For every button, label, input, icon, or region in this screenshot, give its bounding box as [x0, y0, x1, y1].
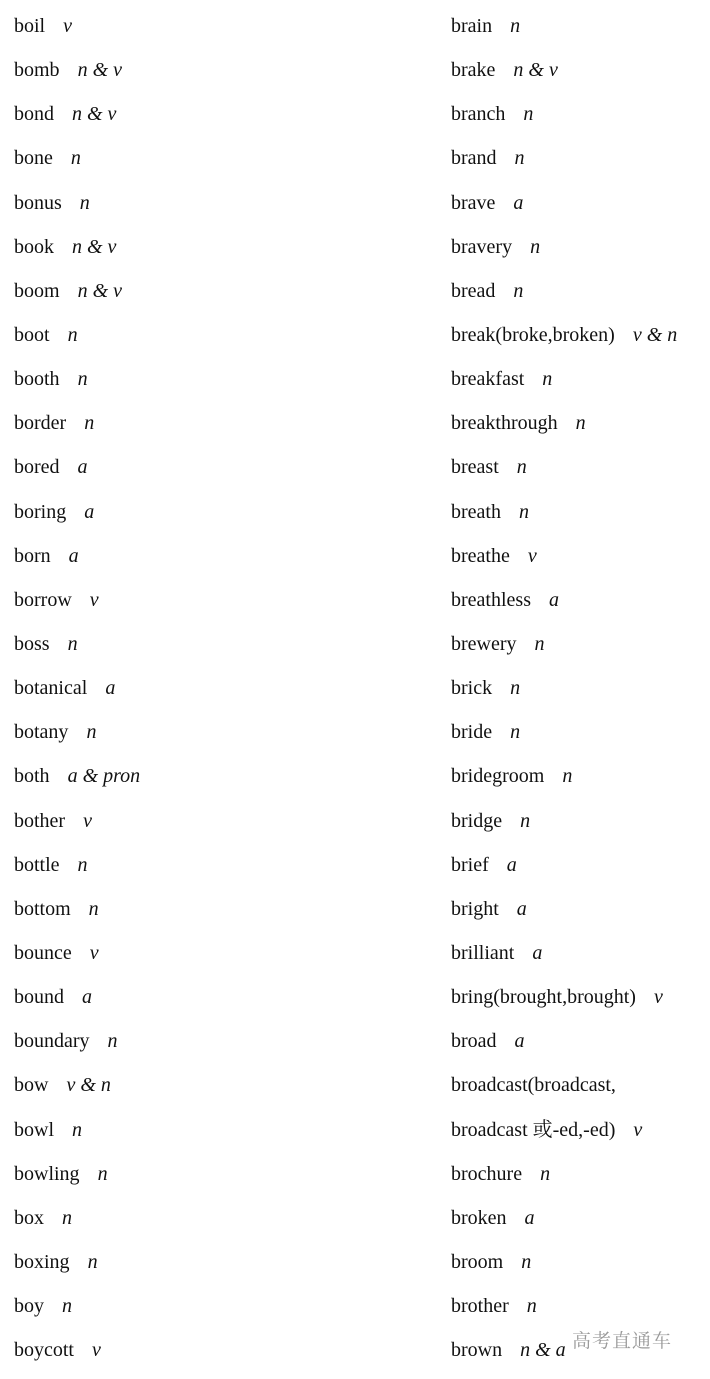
- word-text: bowl: [14, 1118, 54, 1141]
- part-of-speech: n: [107, 1030, 118, 1053]
- word-entry: [451, 490, 677, 534]
- word-entry: [451, 1019, 677, 1063]
- part-of-speech: n: [67, 632, 78, 655]
- part-of-speech: a: [513, 191, 524, 214]
- word-entry: [451, 1108, 677, 1152]
- word-entry: [14, 357, 140, 401]
- part-of-speech: n: [518, 500, 529, 523]
- word-text: bridge: [451, 809, 503, 832]
- part-of-speech: a: [506, 853, 517, 876]
- word-text: branch: [451, 103, 506, 126]
- word-entry: [451, 313, 677, 357]
- part-of-speech: n: [62, 1295, 72, 1318]
- part-of-speech: n: [79, 191, 90, 214]
- word-text: bride: [451, 721, 493, 744]
- word-text: botany: [14, 721, 69, 744]
- word-entry: [14, 1328, 140, 1372]
- word-text: boom: [14, 279, 60, 302]
- word-entry: [451, 1240, 677, 1284]
- part-of-speech: a: [532, 941, 543, 964]
- part-of-speech: n: [526, 1295, 537, 1318]
- word-entry: [14, 445, 140, 489]
- word-entry: [451, 225, 677, 269]
- word-text: boring: [14, 500, 67, 523]
- word-text: broken: [451, 1206, 507, 1229]
- part-of-speech: n & v: [72, 235, 117, 258]
- word-entry: [451, 887, 677, 931]
- word-entry: [14, 181, 140, 225]
- word-entry: [451, 1063, 677, 1107]
- word-text: brake: [451, 59, 496, 82]
- part-of-speech: a & pron: [67, 765, 141, 788]
- word-text: boundary: [14, 1030, 90, 1053]
- word-entry: [451, 931, 677, 975]
- word-entry: [451, 534, 677, 578]
- word-text: bounce: [14, 941, 72, 964]
- part-of-speech: n: [540, 1162, 551, 1185]
- word-text: brewery: [451, 632, 517, 655]
- word-entry: [14, 666, 140, 710]
- part-of-speech: n: [534, 632, 545, 655]
- word-entry: [14, 754, 140, 798]
- word-text: bridegroom: [451, 765, 545, 788]
- part-of-speech: a: [84, 500, 95, 523]
- word-entry: [14, 622, 140, 666]
- word-entry: [451, 445, 677, 489]
- part-of-speech: n: [516, 456, 527, 479]
- part-of-speech: n: [72, 1118, 82, 1141]
- word-text: brick: [451, 677, 493, 700]
- word-text: bone: [14, 147, 53, 170]
- word-text: brochure: [451, 1162, 523, 1185]
- word-entry: [14, 931, 140, 975]
- word-entry: [14, 269, 140, 313]
- word-text: brother: [451, 1295, 509, 1318]
- word-entry: [14, 1240, 140, 1284]
- part-of-speech: n: [86, 721, 97, 744]
- word-text: bother: [14, 809, 66, 832]
- part-of-speech: n: [88, 897, 99, 920]
- word-text: border: [14, 412, 67, 435]
- word-text: boil: [14, 15, 46, 37]
- part-of-speech: n & v: [77, 279, 122, 302]
- part-of-speech: n: [87, 1250, 98, 1273]
- word-entry: [451, 578, 677, 622]
- part-of-speech: v & n: [632, 323, 678, 346]
- word-text: breakthrough: [451, 412, 558, 435]
- word-entry: [14, 975, 140, 1019]
- part-of-speech: n: [562, 765, 573, 788]
- part-of-speech: n: [510, 721, 521, 744]
- word-entry: [451, 622, 677, 666]
- part-of-speech: n: [97, 1162, 108, 1185]
- word-entry: [14, 1063, 140, 1107]
- word-entry: [14, 1152, 140, 1196]
- part-of-speech: n & v: [77, 59, 122, 82]
- word-text: brief: [451, 853, 489, 876]
- word-text: bored: [14, 456, 60, 479]
- word-text: bright: [451, 897, 499, 920]
- word-text: boycott: [14, 1339, 74, 1362]
- part-of-speech: a: [68, 544, 79, 567]
- word-entry: [451, 799, 677, 843]
- word-entry: [14, 225, 140, 269]
- word-entry: [451, 843, 677, 887]
- word-entry: [14, 710, 140, 754]
- word-text: bravery: [451, 235, 513, 258]
- word-entry: [14, 799, 140, 843]
- word-text: both: [14, 765, 50, 788]
- word-text: box: [14, 1206, 44, 1229]
- word-text: brilliant: [451, 941, 515, 964]
- word-text: brain: [451, 15, 493, 37]
- word-text: bottom: [14, 897, 71, 920]
- part-of-speech: n: [514, 147, 525, 170]
- part-of-speech: v: [633, 1118, 643, 1141]
- word-text: bowling: [14, 1162, 80, 1185]
- part-of-speech: v: [527, 544, 537, 567]
- word-entry: [451, 401, 677, 445]
- left-word-column: [14, 4, 140, 1372]
- word-entry: [14, 401, 140, 445]
- word-text: boy: [14, 1295, 44, 1318]
- word-text: boxing: [14, 1250, 70, 1273]
- part-of-speech: n & a: [520, 1339, 566, 1362]
- word-entry: [14, 843, 140, 887]
- word-text: bond: [14, 103, 54, 126]
- part-of-speech: n: [70, 147, 81, 170]
- word-entry: [14, 1019, 140, 1063]
- word-entry: [451, 269, 677, 313]
- word-text: brand: [451, 147, 497, 170]
- word-entry: [451, 754, 677, 798]
- word-text: break(broke,broken): [451, 323, 615, 346]
- word-entry: [451, 48, 677, 92]
- part-of-speech: n & v: [72, 103, 117, 126]
- part-of-speech: v: [89, 588, 99, 611]
- part-of-speech: n: [510, 15, 521, 37]
- word-text: brown: [451, 1339, 503, 1362]
- word-text: botanical: [14, 677, 88, 700]
- part-of-speech: n: [77, 853, 88, 876]
- word-text: breakfast: [451, 368, 525, 391]
- word-entry: [451, 710, 677, 754]
- part-of-speech: n: [67, 323, 78, 346]
- part-of-speech: n: [510, 677, 521, 700]
- part-of-speech: v: [83, 809, 92, 832]
- part-of-speech: v: [89, 941, 99, 964]
- word-text: breast: [451, 456, 499, 479]
- word-entry: [451, 181, 677, 225]
- word-text: boot: [14, 323, 50, 346]
- part-of-speech: n: [513, 279, 524, 302]
- word-text: bonus: [14, 191, 62, 214]
- word-text: breathless: [451, 588, 531, 611]
- part-of-speech: n: [62, 1206, 72, 1229]
- word-entry: [14, 1284, 140, 1328]
- word-text: book: [14, 235, 54, 258]
- word-entry: [451, 1152, 677, 1196]
- word-entry: [14, 313, 140, 357]
- word-entry: [451, 136, 677, 180]
- part-of-speech: a: [514, 1030, 525, 1053]
- word-text: boss: [14, 632, 50, 655]
- word-text: bomb: [14, 59, 60, 82]
- part-of-speech: n: [542, 368, 553, 391]
- word-entry: [14, 136, 140, 180]
- word-text: broadcast 或-ed,-ed): [451, 1118, 616, 1141]
- word-entry: [451, 666, 677, 710]
- word-entry: [14, 887, 140, 931]
- right-word-column: [451, 4, 677, 1372]
- word-text: bread: [451, 279, 496, 302]
- word-text: broadcast(broadcast,: [451, 1074, 616, 1097]
- word-text: breath: [451, 500, 501, 523]
- word-text: brave: [451, 191, 496, 214]
- word-entry: [14, 1108, 140, 1152]
- word-text: bottle: [14, 853, 60, 876]
- word-entry: [451, 92, 677, 136]
- word-entry: [451, 357, 677, 401]
- part-of-speech: n: [84, 412, 95, 435]
- part-of-speech: v: [653, 986, 663, 1009]
- word-entry: [451, 975, 677, 1019]
- word-text: bound: [14, 986, 64, 1009]
- part-of-speech: a: [548, 588, 559, 611]
- word-entry: [14, 578, 140, 622]
- part-of-speech: n: [521, 1250, 532, 1273]
- word-text: borrow: [14, 588, 72, 611]
- part-of-speech: v: [92, 1339, 101, 1362]
- part-of-speech: n: [575, 412, 586, 435]
- part-of-speech: v: [63, 15, 73, 37]
- word-text: broad: [451, 1030, 497, 1053]
- part-of-speech: a: [82, 986, 92, 1009]
- word-text: booth: [14, 368, 60, 391]
- word-entry: [14, 4, 140, 48]
- word-entry: [451, 1284, 677, 1328]
- word-text: born: [14, 544, 51, 567]
- word-text: bow: [14, 1074, 49, 1097]
- word-entry: [451, 1196, 677, 1240]
- part-of-speech: n: [77, 368, 88, 391]
- word-entry: [14, 534, 140, 578]
- watermark: 高考直通车: [572, 1330, 673, 1352]
- part-of-speech: n: [523, 103, 534, 126]
- part-of-speech: a: [77, 456, 88, 479]
- part-of-speech: v & n: [66, 1074, 111, 1097]
- part-of-speech: n: [530, 235, 541, 258]
- part-of-speech: n & v: [513, 59, 558, 82]
- word-text: breathe: [451, 544, 510, 567]
- word-entry: [14, 92, 140, 136]
- word-entry: [14, 490, 140, 534]
- word-text: broom: [451, 1250, 504, 1273]
- part-of-speech: a: [105, 677, 116, 700]
- word-text: bring(brought,brought): [451, 986, 636, 1009]
- word-entry: [14, 1196, 140, 1240]
- part-of-speech: a: [516, 897, 527, 920]
- word-entry: [14, 48, 140, 92]
- part-of-speech: a: [524, 1206, 535, 1229]
- part-of-speech: n: [520, 809, 531, 832]
- word-entry: [451, 4, 677, 48]
